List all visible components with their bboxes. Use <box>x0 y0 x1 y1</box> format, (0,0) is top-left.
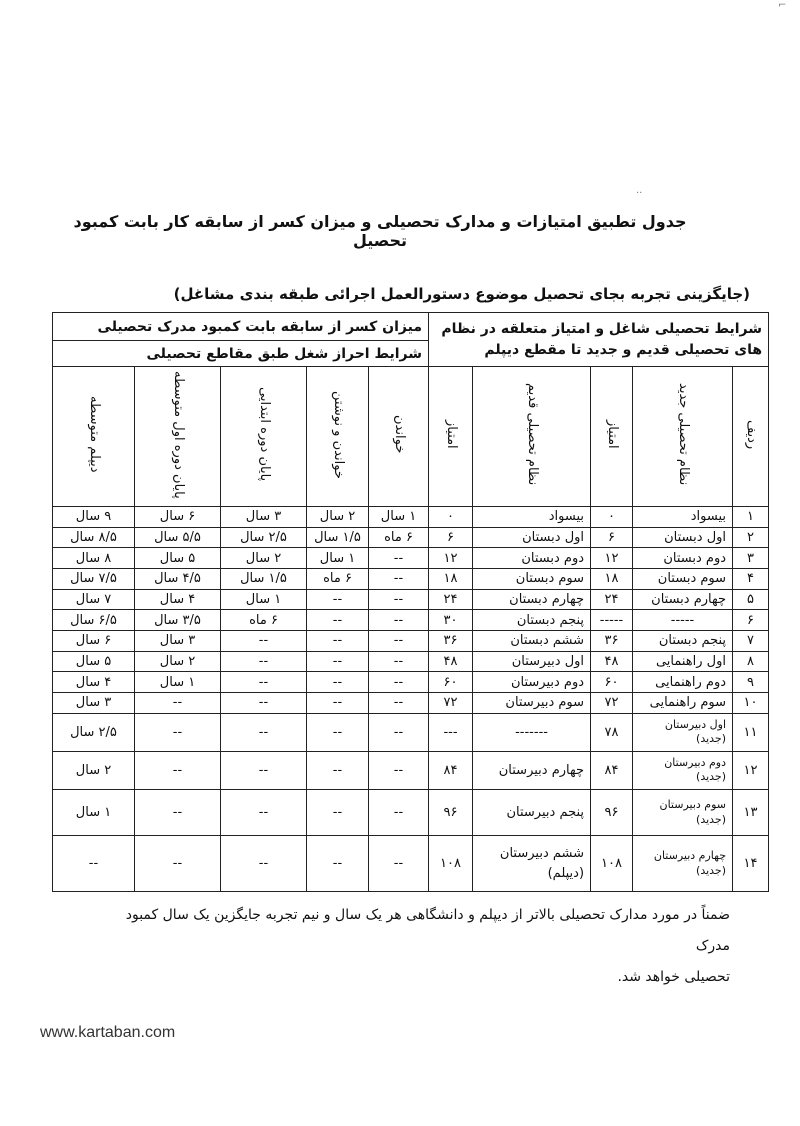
new-system-cell: پنجم دبستان <box>633 630 733 651</box>
table-row <box>53 751 769 789</box>
old-system-cell: بیسواد <box>473 507 591 528</box>
score-new-cell: ----- <box>591 610 633 631</box>
col-header-old-system: نظام تحصیلی قدیم <box>473 367 591 507</box>
table-row <box>53 568 769 589</box>
old-system-cell: سوم دبیرستان <box>473 692 591 713</box>
reading-cell: -- <box>369 630 429 651</box>
score-old-cell: ۶ <box>429 527 473 548</box>
score-old-cell: --- <box>429 713 473 751</box>
new-system-cell: ----- <box>633 610 733 631</box>
diploma-cell: ۶/۵ سال <box>53 610 135 631</box>
end-primary-cell: -- <box>221 713 307 751</box>
end-mid1-cell: ۶ سال <box>135 507 221 528</box>
new-system-cell: اول دبستان <box>633 527 733 548</box>
old-system-cell: ششم دبستان <box>473 630 591 651</box>
end-primary-cell: ۲/۵ سال <box>221 527 307 548</box>
table-row <box>53 651 769 672</box>
footnote <box>90 900 730 992</box>
end-mid1-cell: ۵ سال <box>135 548 221 569</box>
score-new-cell: ۷۸ <box>591 713 633 751</box>
col-header-reading: خواندن <box>369 367 429 507</box>
row-number: ۲ <box>733 527 769 548</box>
col-header-end-mid1: پایان دوره اول متوسطه <box>135 367 221 507</box>
new-system-cell: اول دبیرستان (جدید) <box>633 713 733 751</box>
new-system-cell: سوم راهنمایی <box>633 692 733 713</box>
end-primary-cell: -- <box>221 836 307 892</box>
diploma-cell: ۱ سال <box>53 790 135 836</box>
table-row <box>53 630 769 651</box>
table-row <box>53 610 769 631</box>
end-primary-cell: ۱ سال <box>221 589 307 610</box>
read-write-cell: -- <box>307 713 369 751</box>
table-row <box>53 692 769 713</box>
score-old-cell: ۴۸ <box>429 651 473 672</box>
score-new-cell: ۱۰۸ <box>591 836 633 892</box>
diploma-cell: ۷ سال <box>53 589 135 610</box>
row-number: ۴ <box>733 568 769 589</box>
score-new-cell: ۲۴ <box>591 589 633 610</box>
diploma-cell: ۸/۵ سال <box>53 527 135 548</box>
row-number: ۵ <box>733 589 769 610</box>
score-new-cell: ۱۲ <box>591 548 633 569</box>
end-mid1-cell: -- <box>135 836 221 892</box>
diploma-cell: ۹ سال <box>53 507 135 528</box>
reading-cell: ۱ سال <box>369 507 429 528</box>
new-system-cell: اول راهنمایی <box>633 651 733 672</box>
end-mid1-cell: ۴/۵ سال <box>135 568 221 589</box>
row-number: ۳ <box>733 548 769 569</box>
reading-cell: -- <box>369 568 429 589</box>
group-header-requirements: شرایط احراز شغل طبق مقاطع تحصیلی <box>53 341 429 367</box>
score-old-cell: ۱۰۸ <box>429 836 473 892</box>
read-write-cell: ۱ سال <box>307 548 369 569</box>
diploma-cell: -- <box>53 836 135 892</box>
reading-cell: -- <box>369 548 429 569</box>
new-system-cell: چهارم دبیرستان (جدید) <box>633 836 733 892</box>
reading-cell: -- <box>369 692 429 713</box>
end-mid1-cell: -- <box>135 790 221 836</box>
row-number: ۹ <box>733 672 769 693</box>
new-system-cell: دوم راهنمایی <box>633 672 733 693</box>
read-write-cell: -- <box>307 589 369 610</box>
row-number: ۱ <box>733 507 769 528</box>
end-primary-cell: ۳ سال <box>221 507 307 528</box>
end-mid1-cell: ۴ سال <box>135 589 221 610</box>
website-url: www.kartaban.com <box>40 1024 176 1041</box>
old-system-cell: اول دبستان <box>473 527 591 548</box>
old-system-cell: پنجم دبیرستان <box>473 790 591 836</box>
col-header-new-system: نظام تحصیلی جدید <box>633 367 733 507</box>
read-write-cell: -- <box>307 651 369 672</box>
group-header-education: شرایط تحصیلی شاغل و امتیاز متعلقه در نظام های تحصیلی قدیم و جدید تا مقطع دیپلم <box>429 313 769 367</box>
table-row <box>53 548 769 569</box>
page-subtitle: (جایگزینی تجربه بجای تحصیل موضوع دستورالعمل اجرائی طبقه بندی مشاغل) <box>173 285 750 303</box>
end-mid1-cell: -- <box>135 751 221 789</box>
end-primary-cell: -- <box>221 790 307 836</box>
equivalence-table <box>52 312 769 892</box>
speck-mark: ·· <box>636 188 643 199</box>
score-old-cell: ۹۶ <box>429 790 473 836</box>
row-number: ۶ <box>733 610 769 631</box>
score-old-cell: ۲۴ <box>429 589 473 610</box>
read-write-cell: -- <box>307 790 369 836</box>
table-row <box>53 790 769 836</box>
table-row <box>53 672 769 693</box>
reading-cell: ۶ ماه <box>369 527 429 548</box>
score-old-cell: ۸۴ <box>429 751 473 789</box>
footnote-line-1: ضمناً در مورد مدارک تحصیلی بالاتر از دیپلم و دانشگاهی هر یک سال و نیم تجربه جایگزین یک سال کمبود مدرک <box>125 907 730 954</box>
end-primary-cell: -- <box>221 672 307 693</box>
col-header-end-primary: پایان دوره ابتدایی <box>221 367 307 507</box>
read-write-cell: ۶ ماه <box>307 568 369 589</box>
row-number: ۷ <box>733 630 769 651</box>
col-header-row: ردیف <box>733 367 769 507</box>
col-header-read-write: خواندن و نوشتن <box>307 367 369 507</box>
old-system-cell: دوم دبیرستان <box>473 672 591 693</box>
end-primary-cell: ۶ ماه <box>221 610 307 631</box>
score-new-cell: ۴۸ <box>591 651 633 672</box>
read-write-cell: -- <box>307 630 369 651</box>
old-system-cell: ششم دبیرستان (دیپلم) <box>473 836 591 892</box>
score-new-cell: ۱۸ <box>591 568 633 589</box>
reading-cell: -- <box>369 610 429 631</box>
col-header-diploma: دیپلم متوسطه <box>53 367 135 507</box>
corner-mark: ⌐ <box>778 0 787 11</box>
new-system-cell: بیسواد <box>633 507 733 528</box>
score-new-cell: ۶۰ <box>591 672 633 693</box>
reading-cell: -- <box>369 751 429 789</box>
table-row <box>53 713 769 751</box>
table-row <box>53 589 769 610</box>
reading-cell: -- <box>369 836 429 892</box>
new-system-cell: سوم دبیرستان (جدید) <box>633 790 733 836</box>
reading-cell: -- <box>369 713 429 751</box>
score-new-cell: ۰ <box>591 507 633 528</box>
old-system-cell: سوم دبستان <box>473 568 591 589</box>
score-new-cell: ۸۴ <box>591 751 633 789</box>
end-mid1-cell: -- <box>135 692 221 713</box>
end-primary-cell: -- <box>221 692 307 713</box>
score-old-cell: ۳۰ <box>429 610 473 631</box>
score-new-cell: ۶ <box>591 527 633 548</box>
row-number: ۱۳ <box>733 790 769 836</box>
score-old-cell: ۱۸ <box>429 568 473 589</box>
diploma-cell: ۲ سال <box>53 751 135 789</box>
table-row <box>53 527 769 548</box>
score-old-cell: ۳۶ <box>429 630 473 651</box>
row-number: ۱۱ <box>733 713 769 751</box>
read-write-cell: -- <box>307 692 369 713</box>
end-mid1-cell: ۳/۵ سال <box>135 610 221 631</box>
new-system-cell: دوم دبیرستان (جدید) <box>633 751 733 789</box>
old-system-cell: ------- <box>473 713 591 751</box>
read-write-cell: ۱/۵ سال <box>307 527 369 548</box>
table-row <box>53 836 769 892</box>
score-new-cell: ۳۶ <box>591 630 633 651</box>
reading-cell: -- <box>369 672 429 693</box>
end-mid1-cell: -- <box>135 713 221 751</box>
score-new-cell: ۹۶ <box>591 790 633 836</box>
end-mid1-cell: ۵/۵ سال <box>135 527 221 548</box>
score-new-cell: ۷۲ <box>591 692 633 713</box>
score-old-cell: ۰ <box>429 507 473 528</box>
read-write-cell: -- <box>307 610 369 631</box>
diploma-cell: ۴ سال <box>53 672 135 693</box>
footnote-line-2: تحصیلی خواهد شد. <box>617 968 730 985</box>
read-write-cell: -- <box>307 836 369 892</box>
score-old-cell: ۶۰ <box>429 672 473 693</box>
diploma-cell: ۶ سال <box>53 630 135 651</box>
old-system-cell: چهارم دبیرستان <box>473 751 591 789</box>
table-row <box>53 507 769 528</box>
end-primary-cell: -- <box>221 651 307 672</box>
reading-cell: -- <box>369 589 429 610</box>
new-system-cell: دوم دبستان <box>633 548 733 569</box>
end-primary-cell: -- <box>221 630 307 651</box>
row-number: ۸ <box>733 651 769 672</box>
col-header-score-new: امتیاز <box>591 367 633 507</box>
col-header-score-old: امتیاز <box>429 367 473 507</box>
old-system-cell: اول دبیرستان <box>473 651 591 672</box>
diploma-cell: ۸ سال <box>53 548 135 569</box>
reading-cell: -- <box>369 651 429 672</box>
end-mid1-cell: ۱ سال <box>135 672 221 693</box>
row-number: ۱۲ <box>733 751 769 789</box>
score-old-cell: ۱۲ <box>429 548 473 569</box>
end-primary-cell: ۱/۵ سال <box>221 568 307 589</box>
page-title: جدول تطبیق امتیازات و مدارک تحصیلی و میزان کسر از سابقه کار بابت کمبود تحصیل <box>73 212 687 250</box>
new-system-cell: چهارم دبستان <box>633 589 733 610</box>
old-system-cell: دوم دبستان <box>473 548 591 569</box>
end-mid1-cell: ۳ سال <box>135 630 221 651</box>
end-mid1-cell: ۲ سال <box>135 651 221 672</box>
group-header-deduction: میزان کسر از سابقه بابت کمبود مدرک تحصیلی <box>53 313 429 341</box>
read-write-cell: ۲ سال <box>307 507 369 528</box>
end-primary-cell: -- <box>221 751 307 789</box>
new-system-cell: سوم دبستان <box>633 568 733 589</box>
old-system-cell: پنجم دبستان <box>473 610 591 631</box>
read-write-cell: -- <box>307 672 369 693</box>
read-write-cell: -- <box>307 751 369 789</box>
diploma-cell: ۲/۵ سال <box>53 713 135 751</box>
end-primary-cell: ۲ سال <box>221 548 307 569</box>
old-system-cell: چهارم دبستان <box>473 589 591 610</box>
diploma-cell: ۵ سال <box>53 651 135 672</box>
diploma-cell: ۷/۵ سال <box>53 568 135 589</box>
reading-cell: -- <box>369 790 429 836</box>
row-number: ۱۴ <box>733 836 769 892</box>
diploma-cell: ۳ سال <box>53 692 135 713</box>
row-number: ۱۰ <box>733 692 769 713</box>
score-old-cell: ۷۲ <box>429 692 473 713</box>
